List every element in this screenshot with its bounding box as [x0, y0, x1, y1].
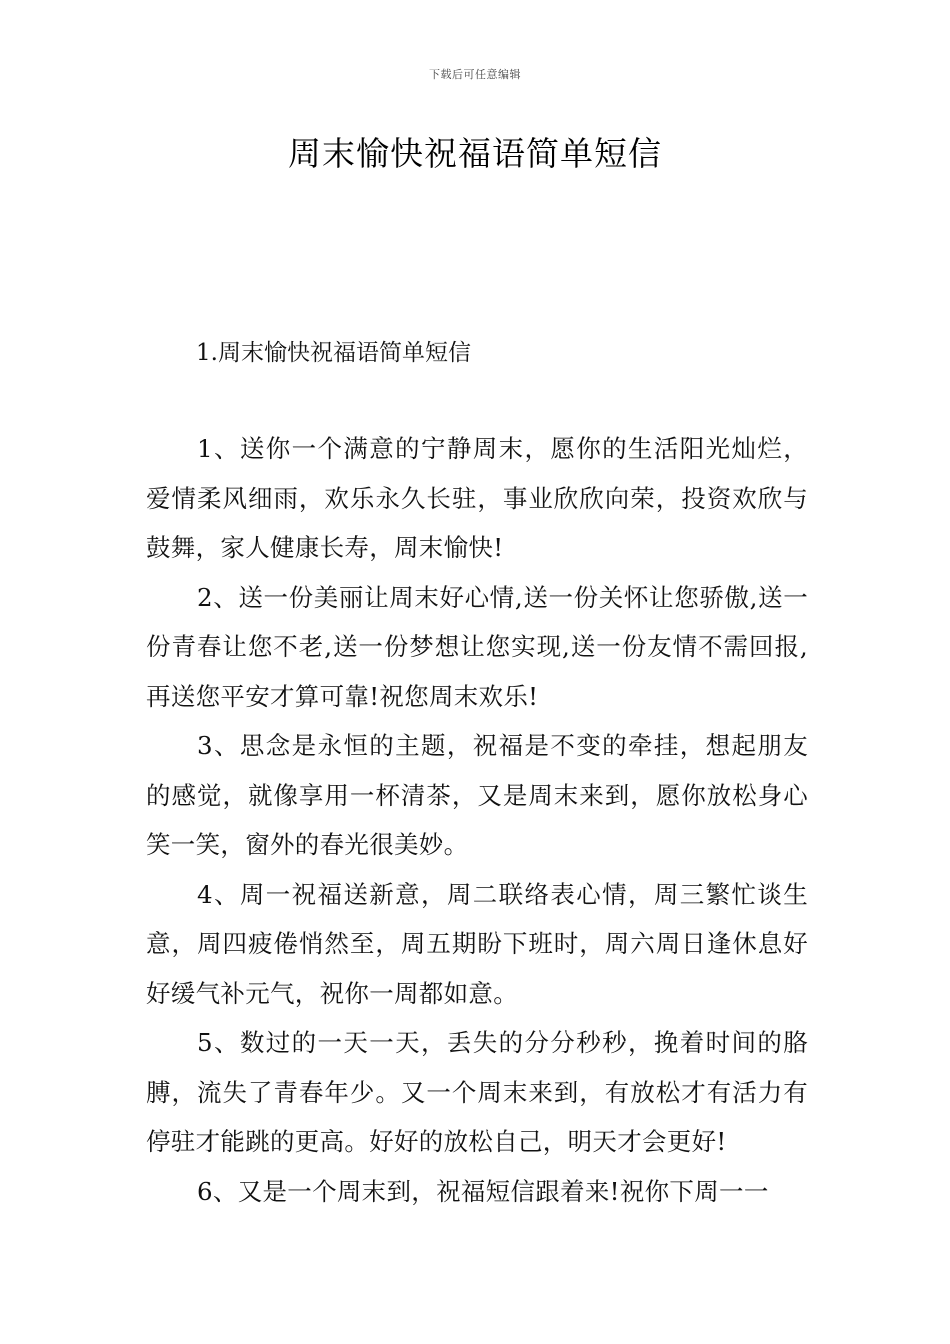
document-title: 周末愉快祝福语简单短信 [288, 134, 662, 173]
paragraph-5: 5、数过的一天一天，丢失的分分秒秒，挽着时间的胳膊，流失了青春年少。又一个周末来到，有放松才有活力有停驻才能跳的更高。好好的放松自己，明天才会更好! [146, 1028, 808, 1156]
paragraph-2: 2、送一份美丽让周末好心情,送一份关怀让您骄傲,送一份青春让您不老,送一份梦想让您实现,送一份友情不需回报,再送您平安才算可靠!祝您周末欢乐! [146, 582, 808, 711]
section-heading: 1.周末愉快祝福语简单短信 [196, 340, 471, 366]
document-body [146, 424, 808, 1216]
header-note: 下载后可任意编辑 [429, 68, 521, 81]
paragraph-3: 3、思念是永恒的主题，祝福是不变的牵挂，想起朋友的感觉，就像享用一杯清茶，又是周末来到，愿你放松身心笑一笑，窗外的春光很美妙。 [146, 731, 808, 859]
paragraph-4: 4、周一祝福送新意，周二联络表心情，周三繁忙谈生意，周四疲倦悄然至，周五期盼下班时，周六周日逢休息好好缓气补元气，祝你一周都如意。 [146, 879, 808, 1008]
paragraph-1: 1、送你一个满意的宁静周末，愿你的生活阳光灿烂，爱情柔风细雨，欢乐永久长驻，事业欣欣向荣，投资欢欣与鼓舞，家人健康长寿，周末愉快! [146, 434, 808, 562]
paragraph-6: 6、又是一个周末到，祝福短信跟着来!祝你下周一一 [197, 1176, 769, 1206]
